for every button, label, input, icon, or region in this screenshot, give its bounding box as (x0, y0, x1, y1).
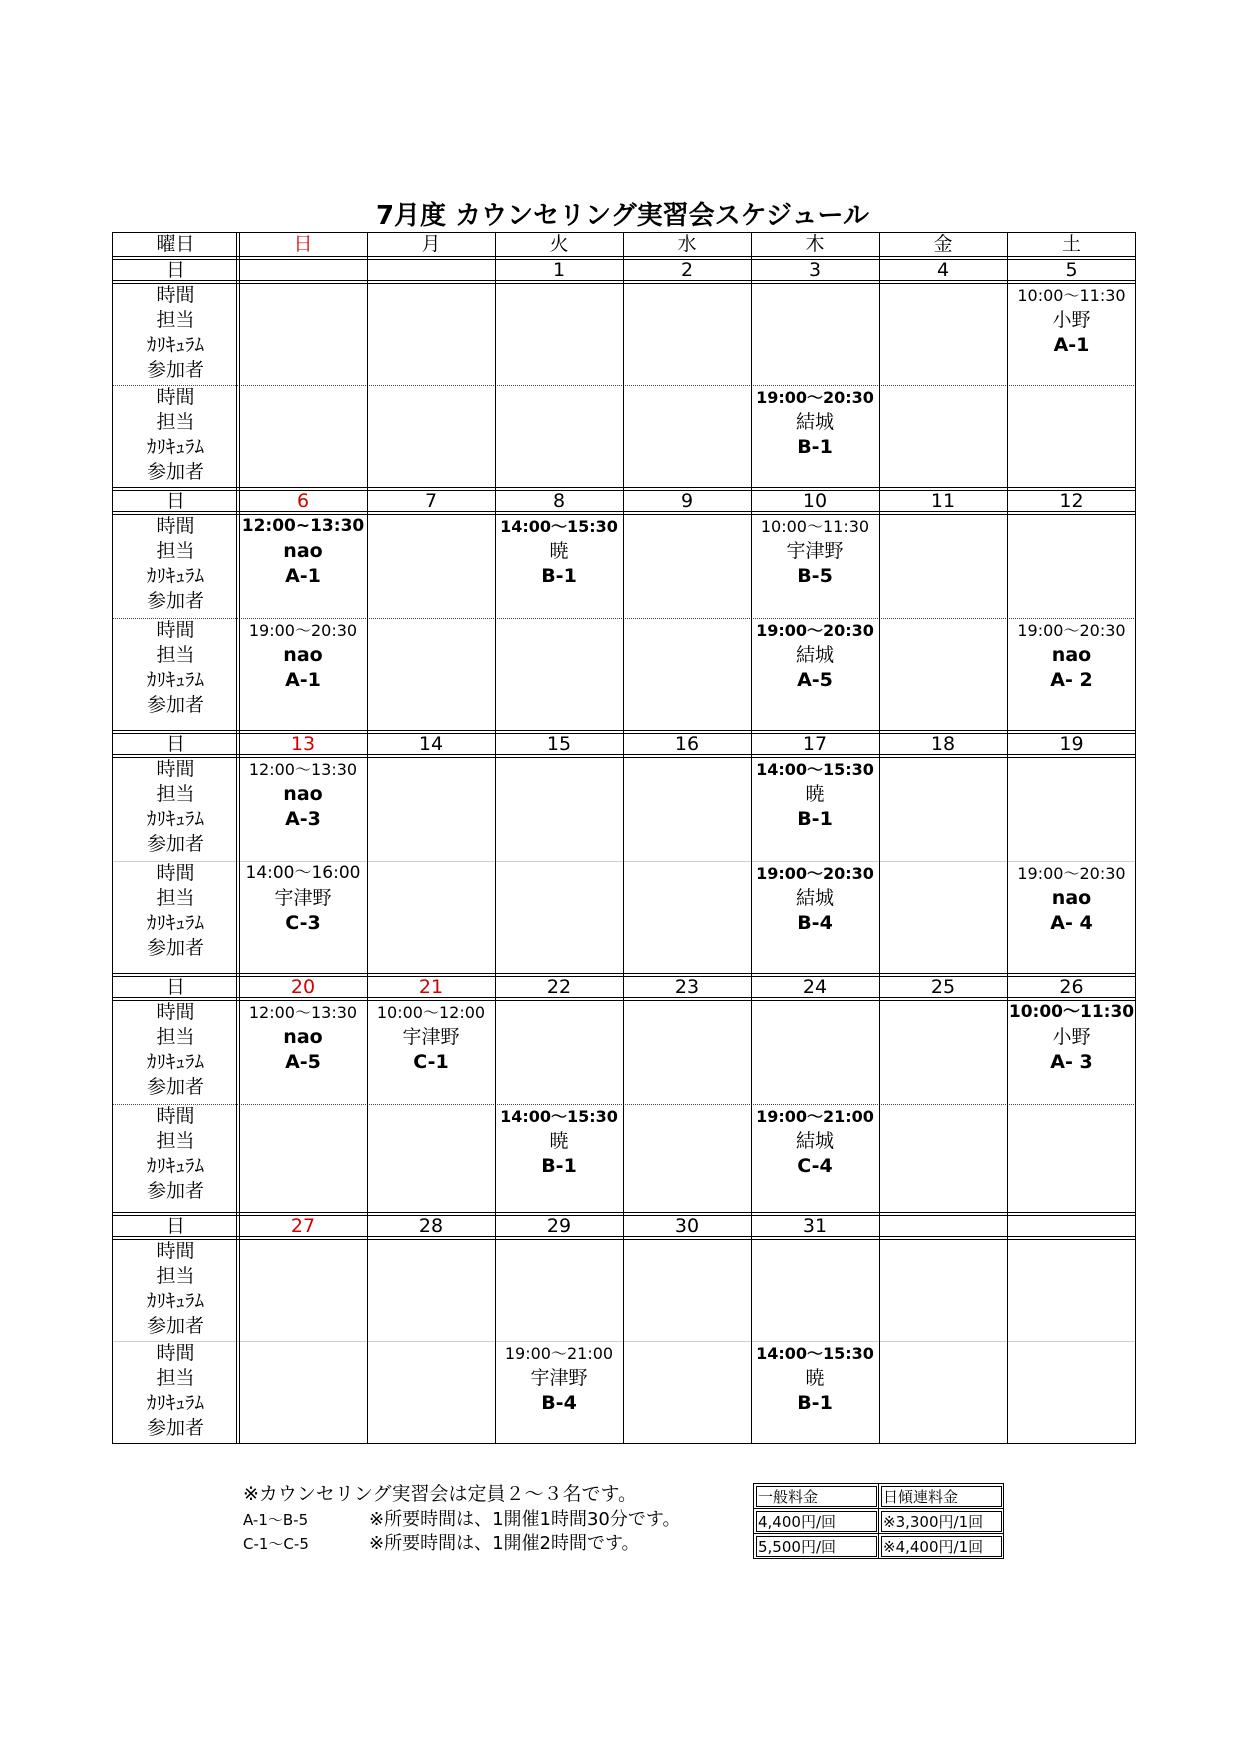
date-cell: 16 (674, 733, 700, 755)
slot-labels (112, 1239, 239, 1341)
column-divider (1007, 232, 1008, 1443)
date-cell: 26 (1059, 976, 1084, 998)
slot-label: 時間 (156, 1105, 195, 1127)
row-border (112, 1443, 1136, 1444)
session-instructor: nao (1051, 644, 1092, 666)
row-border (112, 754, 1136, 755)
date-label: 日 (165, 733, 185, 755)
date-cell (239, 259, 367, 280)
slot-label: 時間 (156, 1001, 195, 1023)
date-cell: 27 (290, 1215, 316, 1237)
date-cell (367, 259, 495, 280)
session-time: 19:00～20:30 (1017, 864, 1126, 883)
slot-label: 参加者 (146, 833, 204, 855)
slot-label: 参加者 (146, 1180, 204, 1202)
slot-label: ｶﾘｷｭﾗﾑ (146, 334, 204, 356)
date-cell: 7 (424, 490, 438, 512)
column-divider (367, 232, 368, 1443)
date-label: 日 (165, 259, 185, 281)
session-curriculum: A-1 (285, 669, 321, 691)
date-cell: 2 (680, 259, 694, 281)
session-cell (751, 1104, 879, 1212)
duration-note-row (243, 1532, 743, 1556)
date-cell: 18 (930, 733, 956, 755)
date-cell: 22 (546, 976, 572, 998)
session-curriculum: B-5 (797, 565, 833, 587)
weekday-header: 木 (805, 233, 825, 255)
pricing-header-row (754, 1484, 1004, 1509)
session-curriculum: B-1 (541, 1155, 577, 1177)
slot-label: 担当 (156, 309, 195, 331)
session-instructor: nao (283, 1026, 323, 1048)
curriculum-range: C-1～C-5 (243, 1535, 309, 1553)
weekday-header: 水 (677, 233, 697, 255)
slot-label: 担当 (156, 1130, 195, 1152)
session-curriculum: A- 3 (1050, 1051, 1093, 1073)
session-time: 12:00~13:30 (241, 516, 365, 536)
slot-label: 時間 (156, 284, 195, 306)
week-separator (112, 1212, 1136, 1213)
session-time: 10:00～11:30 (1008, 1002, 1135, 1022)
slot-label: ｶﾘｷｭﾗﾑ (146, 808, 204, 830)
date-cell: 12 (1059, 490, 1084, 512)
session-time: 10:00～11:30 (760, 517, 870, 536)
session-time: 14:00～15:30 (500, 517, 618, 536)
session-cell (751, 1341, 879, 1443)
row-border (112, 280, 1136, 281)
curriculum-range: A-1～B-5 (243, 1511, 309, 1529)
session-curriculum: B-1 (797, 436, 833, 458)
slot-labels (112, 514, 239, 618)
slot-labels (112, 1000, 239, 1104)
session-cell (495, 1341, 623, 1443)
session-curriculum: A-3 (285, 808, 321, 830)
pricing-header-member: 日傾連料金 (879, 1484, 1004, 1509)
week-separator (112, 730, 1136, 731)
date-cell: 20 (290, 976, 316, 998)
week-separator (112, 256, 1136, 257)
slot-label: 参加者 (146, 461, 204, 483)
pricing-general: 4,400円/回 (754, 1509, 879, 1534)
session-cell (1007, 1000, 1136, 1104)
session-curriculum: A-5 (285, 1051, 321, 1073)
session-curriculum: B-1 (541, 565, 577, 587)
date-label: 日 (165, 976, 185, 998)
date-label: 日 (165, 490, 185, 512)
column-divider (879, 232, 880, 1443)
session-time: 19:00～20:30 (756, 864, 874, 883)
session-time: 19:00～20:30 (756, 621, 874, 640)
row-border (112, 511, 1136, 512)
session-cell (495, 514, 623, 618)
week-separator (112, 487, 1136, 488)
session-curriculum: B-1 (797, 1392, 833, 1414)
session-time: 14:00～15:30 (756, 1344, 874, 1363)
column-divider (495, 232, 496, 1443)
session-cell (1007, 618, 1136, 730)
date-cell: 23 (674, 976, 700, 998)
session-cell (1007, 283, 1136, 385)
column-divider (239, 232, 240, 1443)
session-cell (751, 385, 879, 487)
row-border (112, 1236, 1136, 1237)
session-instructor: nao (283, 783, 323, 805)
slot-label: 担当 (156, 1265, 195, 1287)
slot-label: 担当 (156, 1026, 195, 1048)
column-divider (112, 232, 113, 1443)
date-cell: 10 (802, 490, 828, 512)
date-cell: 28 (418, 1215, 444, 1237)
session-cell (239, 1000, 367, 1104)
session-time: 14:00～15:30 (500, 1107, 618, 1126)
slot-labels (112, 757, 239, 861)
session-cell (1007, 861, 1136, 973)
row-border (112, 997, 1136, 998)
slot-label: 担当 (156, 783, 195, 805)
session-instructor: 宇津野 (402, 1026, 460, 1048)
date-cell: 17 (802, 733, 828, 755)
slot-labels (112, 861, 239, 973)
session-time: 19:00～20:30 (1017, 621, 1126, 640)
slot-divider (112, 385, 1136, 386)
session-time: 19:00～20:30 (756, 388, 874, 407)
slot-label: 参加者 (146, 1076, 204, 1098)
date-cell (879, 1215, 1007, 1236)
slot-label: 担当 (156, 1367, 195, 1389)
session-curriculum: B-4 (541, 1392, 577, 1414)
slot-label: 参加者 (146, 937, 204, 959)
session-instructor: nao (283, 644, 323, 666)
date-cell: 21 (418, 976, 444, 998)
session-cell (751, 514, 879, 618)
notes (243, 1480, 743, 1556)
session-time: 19:00～21:00 (756, 1107, 874, 1126)
slot-label: 担当 (156, 411, 195, 433)
weekday-label: 曜日 (156, 233, 195, 255)
slot-label: 時間 (156, 386, 195, 408)
slot-divider (112, 1341, 1136, 1342)
slot-label: 時間 (156, 1342, 195, 1364)
column-divider (623, 232, 624, 1443)
session-cell (751, 618, 879, 730)
date-cell: 6 (296, 490, 310, 512)
column-divider (236, 232, 237, 1443)
pricing-header-general: 一般料金 (754, 1484, 879, 1509)
slot-label: 担当 (156, 887, 195, 909)
session-cell (239, 618, 367, 730)
column-divider (751, 232, 752, 1443)
session-time: 19:00～21:00 (504, 1344, 614, 1363)
slot-labels (112, 283, 239, 385)
slot-label: ｶﾘｷｭﾗﾑ (146, 669, 204, 691)
session-curriculum: A-5 (797, 669, 833, 691)
session-curriculum: A- 4 (1050, 912, 1093, 934)
slot-label: ｶﾘｷｭﾗﾑ (146, 565, 204, 587)
session-instructor: nao (283, 540, 323, 562)
duration-note: ※所要時間は、1開催1時間30分です。 (369, 1509, 681, 1530)
session-instructor: 暁 (549, 1130, 569, 1152)
date-cell: 19 (1059, 733, 1084, 755)
date-cell: 13 (290, 733, 316, 755)
slot-label: 参加者 (146, 590, 204, 612)
capacity-note: ※カウンセリング実習会は定員２～３名です。 (243, 1483, 638, 1505)
pricing-row (754, 1534, 1004, 1559)
date-cell: 1 (552, 259, 566, 281)
date-cell: 3 (808, 259, 822, 281)
session-instructor: 宇津野 (530, 1367, 588, 1389)
session-curriculum: C-3 (285, 912, 321, 934)
session-cell (239, 757, 367, 861)
date-cell (1007, 1215, 1136, 1236)
session-curriculum: B-1 (797, 808, 833, 830)
duration-note-row (243, 1508, 743, 1532)
slot-label: 時間 (156, 758, 195, 780)
slot-label: 参加者 (146, 1315, 204, 1337)
date-cell: 31 (802, 1215, 828, 1237)
slot-label: 時間 (156, 515, 195, 537)
slot-label: 時間 (156, 619, 195, 641)
session-instructor: 暁 (549, 540, 569, 562)
date-cell: 5 (1065, 259, 1078, 281)
session-instructor: 宇津野 (274, 887, 332, 909)
session-curriculum: C-4 (797, 1155, 833, 1177)
date-cell: 14 (418, 733, 444, 755)
slot-label: 担当 (156, 540, 195, 562)
session-cell (239, 514, 367, 618)
session-instructor: nao (1051, 887, 1092, 909)
session-time: 10:00～12:00 (376, 1003, 486, 1022)
session-time: 12:00～13:30 (248, 760, 358, 779)
weekday-header: 金 (933, 233, 953, 255)
session-curriculum: B-4 (797, 912, 833, 934)
session-cell (751, 861, 879, 973)
date-cell: 24 (802, 976, 828, 998)
session-instructor: 小野 (1052, 309, 1091, 331)
date-cell: 11 (930, 490, 956, 512)
session-time: 10:00～11:30 (1017, 286, 1126, 305)
session-curriculum: A- 2 (1050, 669, 1093, 691)
pricing-table (753, 1483, 1004, 1559)
weekday-header: 火 (549, 233, 569, 255)
slot-label: ｶﾘｷｭﾗﾑ (146, 912, 204, 934)
slot-labels (112, 1104, 239, 1212)
session-time: 12:00～13:30 (248, 1003, 358, 1022)
slot-label: ｶﾘｷｭﾗﾑ (146, 436, 204, 458)
session-curriculum: C-1 (413, 1051, 449, 1073)
pricing-member: ※3,300円/1回 (879, 1509, 1004, 1534)
date-label: 日 (165, 1215, 185, 1237)
slot-label: 参加者 (146, 359, 204, 381)
weekday-header: 月 (421, 233, 441, 255)
date-cell: 29 (546, 1215, 572, 1237)
session-cell (495, 1104, 623, 1212)
slot-label: 担当 (156, 644, 195, 666)
slot-label: 参加者 (146, 1417, 204, 1439)
weekday-header: 土 (1061, 233, 1081, 255)
session-instructor: 小野 (1052, 1026, 1091, 1048)
slot-labels (112, 618, 239, 730)
column-divider (1135, 232, 1136, 1443)
slot-label: ｶﾘｷｭﾗﾑ (146, 1155, 204, 1177)
date-cell: 25 (930, 976, 956, 998)
slot-labels (112, 1341, 239, 1443)
date-cell: 8 (552, 490, 566, 512)
session-cell (367, 1000, 495, 1104)
slot-divider (112, 1104, 1136, 1105)
pricing-row (754, 1509, 1004, 1534)
session-instructor: 暁 (805, 783, 825, 805)
session-cell (239, 861, 367, 973)
session-time: 19:00～20:30 (248, 621, 358, 640)
date-cell: 4 (936, 259, 950, 281)
session-instructor: 結城 (795, 887, 834, 909)
row-border (112, 1239, 1136, 1240)
slot-label: 参加者 (146, 694, 204, 716)
pricing-member: ※4,400円/1回 (879, 1534, 1004, 1559)
row-border (112, 283, 1136, 284)
session-curriculum: A-1 (285, 565, 321, 587)
schedule-table (112, 232, 1136, 1460)
session-time: 14:00～16:00 (245, 863, 361, 883)
date-cell: 9 (680, 490, 694, 512)
session-instructor: 暁 (805, 1367, 825, 1389)
page-title: 7月度 カウンセリング実習会スケジュール (375, 201, 870, 231)
duration-note: ※所要時間は、1開催2時間です。 (369, 1533, 640, 1554)
session-time: 14:00～15:30 (756, 760, 874, 779)
session-curriculum: A-1 (1053, 334, 1090, 356)
session-instructor: 結城 (795, 644, 834, 666)
slot-label: ｶﾘｷｭﾗﾑ (146, 1392, 204, 1414)
session-instructor: 結城 (795, 411, 834, 433)
slot-label: ｶﾘｷｭﾗﾑ (146, 1290, 204, 1312)
slot-label: 時間 (156, 862, 195, 884)
date-cell: 30 (674, 1215, 700, 1237)
slot-label: ｶﾘｷｭﾗﾑ (146, 1051, 204, 1073)
session-instructor: 結城 (795, 1130, 834, 1152)
slot-label: 時間 (156, 1240, 195, 1262)
week-separator (112, 973, 1136, 974)
weekday-header: 日 (293, 233, 313, 255)
date-cell: 15 (546, 733, 572, 755)
slot-labels (112, 385, 239, 487)
session-instructor: 宇津野 (786, 540, 844, 562)
pricing-general: 5,500円/回 (754, 1534, 879, 1559)
session-cell (751, 757, 879, 861)
